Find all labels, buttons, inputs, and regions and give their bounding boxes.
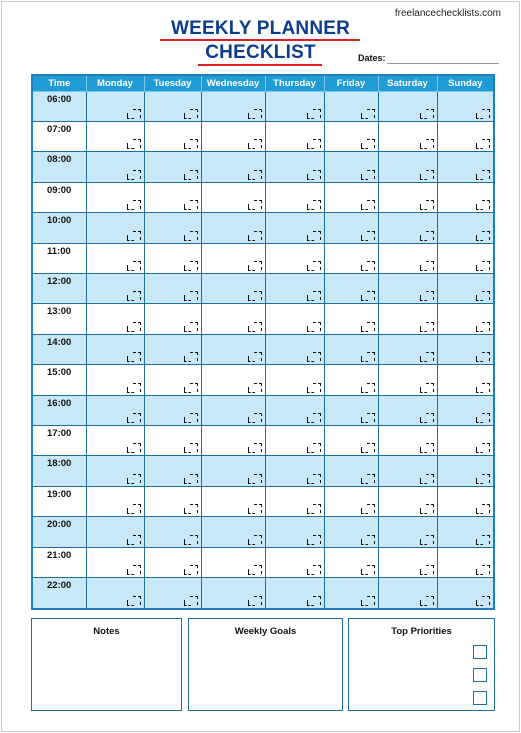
slot-checkbox[interactable]	[426, 200, 434, 209]
slot-cell-friday[interactable]	[324, 243, 378, 273]
slot-checkbox[interactable]	[133, 261, 141, 270]
slot-cell-thursday[interactable]	[265, 486, 324, 516]
table-row	[32, 152, 494, 182]
slot-checkbox[interactable]	[133, 231, 141, 240]
slot-checkbox[interactable]	[482, 139, 490, 148]
table-row	[32, 334, 494, 364]
slot-cell-monday[interactable]	[86, 182, 144, 212]
slot-checkbox[interactable]	[313, 535, 321, 544]
time-label: 20:00	[32, 517, 86, 547]
slot-cell-friday[interactable]	[324, 304, 378, 334]
slot-cell-friday[interactable]	[324, 334, 378, 364]
slot-checkbox[interactable]	[190, 200, 198, 209]
slot-cell-tuesday[interactable]	[144, 517, 201, 547]
table-row	[32, 182, 494, 212]
slot-checkbox[interactable]	[254, 565, 262, 574]
slot-cell-wednesday[interactable]	[201, 456, 265, 486]
slot-checkbox[interactable]	[190, 109, 198, 118]
slot-cell-tuesday[interactable]	[144, 547, 201, 577]
slot-cell-wednesday[interactable]	[201, 182, 265, 212]
slot-cell-sunday[interactable]	[437, 578, 494, 610]
slot-checkbox[interactable]	[133, 109, 141, 118]
schedule-table	[31, 74, 495, 610]
slot-checkbox[interactable]	[254, 170, 262, 179]
time-label: 22:00	[32, 578, 86, 610]
slot-cell-tuesday[interactable]	[144, 273, 201, 303]
slot-checkbox[interactable]	[313, 474, 321, 483]
slot-cell-wednesday[interactable]	[201, 273, 265, 303]
time-header: Time	[32, 75, 86, 91]
time-label: 15:00	[32, 365, 86, 395]
slot-checkbox[interactable]	[426, 535, 434, 544]
slot-checkbox[interactable]	[190, 474, 198, 483]
slot-checkbox[interactable]	[190, 383, 198, 392]
time-label: 06:00	[32, 91, 86, 121]
slot-cell-sunday[interactable]	[437, 152, 494, 182]
slot-checkbox[interactable]	[367, 474, 375, 483]
slot-cell-sunday[interactable]	[437, 547, 494, 577]
priority-checkbox[interactable]	[473, 691, 487, 705]
title-underline-2	[198, 64, 322, 66]
slot-checkbox[interactable]	[367, 383, 375, 392]
slot-checkbox[interactable]	[367, 535, 375, 544]
slot-checkbox[interactable]	[482, 474, 490, 483]
slot-checkbox[interactable]	[313, 443, 321, 452]
slot-checkbox[interactable]	[313, 200, 321, 209]
slot-checkbox[interactable]	[254, 352, 262, 361]
slot-checkbox[interactable]	[190, 504, 198, 513]
slot-checkbox[interactable]	[313, 352, 321, 361]
slot-cell-saturday[interactable]	[378, 213, 437, 243]
slot-cell-monday[interactable]	[86, 486, 144, 516]
slot-checkbox[interactable]	[313, 231, 321, 240]
slot-cell-friday[interactable]	[324, 91, 378, 121]
slot-cell-monday[interactable]	[86, 243, 144, 273]
slot-checkbox[interactable]	[190, 261, 198, 270]
slot-checkbox[interactable]	[426, 474, 434, 483]
slot-cell-tuesday[interactable]	[144, 456, 201, 486]
slot-checkbox[interactable]	[426, 170, 434, 179]
time-label: 19:00	[32, 486, 86, 516]
slot-cell-wednesday[interactable]	[201, 304, 265, 334]
time-label: 21:00	[32, 547, 86, 577]
slot-cell-saturday[interactable]	[378, 304, 437, 334]
slot-checkbox[interactable]	[482, 261, 490, 270]
slot-cell-saturday[interactable]	[378, 334, 437, 364]
slot-checkbox[interactable]	[482, 413, 490, 422]
slot-cell-tuesday[interactable]	[144, 486, 201, 516]
slot-checkbox[interactable]	[190, 535, 198, 544]
slot-checkbox[interactable]	[190, 413, 198, 422]
slot-cell-friday[interactable]	[324, 578, 378, 610]
slot-checkbox[interactable]	[313, 596, 321, 605]
slot-cell-wednesday[interactable]	[201, 365, 265, 395]
slot-cell-sunday[interactable]	[437, 243, 494, 273]
slot-cell-tuesday[interactable]	[144, 182, 201, 212]
slot-checkbox[interactable]	[133, 383, 141, 392]
table-row	[32, 365, 494, 395]
time-label: 18:00	[32, 456, 86, 486]
slot-cell-wednesday[interactable]	[201, 395, 265, 425]
slot-cell-thursday[interactable]	[265, 213, 324, 243]
priority-checkbox[interactable]	[473, 645, 487, 659]
slot-checkbox[interactable]	[426, 109, 434, 118]
slot-checkbox[interactable]	[190, 443, 198, 452]
slot-cell-monday[interactable]	[86, 425, 144, 455]
slot-checkbox[interactable]	[426, 443, 434, 452]
slot-cell-monday[interactable]	[86, 91, 144, 121]
slot-cell-saturday[interactable]	[378, 273, 437, 303]
dates-label: Dates:	[358, 53, 386, 63]
slot-cell-friday[interactable]	[324, 273, 378, 303]
slot-checkbox[interactable]	[426, 596, 434, 605]
slot-cell-friday[interactable]	[324, 213, 378, 243]
slot-checkbox[interactable]	[426, 383, 434, 392]
slot-cell-monday[interactable]	[86, 334, 144, 364]
slot-cell-monday[interactable]	[86, 121, 144, 151]
slot-checkbox[interactable]	[190, 596, 198, 605]
slot-checkbox[interactable]	[254, 261, 262, 270]
slot-checkbox[interactable]	[133, 413, 141, 422]
slot-cell-thursday[interactable]	[265, 273, 324, 303]
slot-cell-friday[interactable]	[324, 456, 378, 486]
table-row	[32, 517, 494, 547]
slot-cell-thursday[interactable]	[265, 243, 324, 273]
slot-checkbox[interactable]	[254, 109, 262, 118]
slot-checkbox[interactable]	[426, 352, 434, 361]
slot-cell-wednesday[interactable]	[201, 334, 265, 364]
slot-cell-wednesday[interactable]	[201, 486, 265, 516]
slot-checkbox[interactable]	[254, 596, 262, 605]
dates-field[interactable]	[387, 63, 499, 64]
slot-checkbox[interactable]	[482, 352, 490, 361]
slot-cell-thursday[interactable]	[265, 578, 324, 610]
time-label: 10:00	[32, 213, 86, 243]
slot-checkbox[interactable]	[254, 383, 262, 392]
slot-cell-saturday[interactable]	[378, 578, 437, 610]
title-line-2: CHECKLIST	[205, 42, 316, 63]
slot-cell-sunday[interactable]	[437, 486, 494, 516]
slot-cell-monday[interactable]	[86, 395, 144, 425]
slot-cell-wednesday[interactable]	[201, 243, 265, 273]
slot-checkbox[interactable]	[313, 413, 321, 422]
day-header-wednesday: Wednesday	[201, 75, 265, 91]
slot-cell-sunday[interactable]	[437, 121, 494, 151]
slot-checkbox[interactable]	[367, 170, 375, 179]
slot-checkbox[interactable]	[367, 504, 375, 513]
slot-cell-tuesday[interactable]	[144, 304, 201, 334]
top-priorities-title: Top Priorities	[391, 626, 452, 637]
slot-cell-thursday[interactable]	[265, 91, 324, 121]
slot-checkbox[interactable]	[313, 565, 321, 574]
slot-cell-sunday[interactable]	[437, 273, 494, 303]
table-row	[32, 425, 494, 455]
slot-checkbox[interactable]	[190, 322, 198, 331]
time-label: 11:00	[32, 243, 86, 273]
slot-cell-thursday[interactable]	[265, 121, 324, 151]
slot-cell-saturday[interactable]	[378, 456, 437, 486]
slot-checkbox[interactable]	[482, 596, 490, 605]
slot-cell-monday[interactable]	[86, 152, 144, 182]
slot-cell-monday[interactable]	[86, 304, 144, 334]
slot-checkbox[interactable]	[367, 139, 375, 148]
slot-checkbox[interactable]	[133, 535, 141, 544]
slot-checkbox[interactable]	[482, 504, 490, 513]
slot-checkbox[interactable]	[367, 413, 375, 422]
slot-cell-wednesday[interactable]	[201, 121, 265, 151]
slot-cell-saturday[interactable]	[378, 121, 437, 151]
table-row	[32, 304, 494, 334]
slot-checkbox[interactable]	[426, 261, 434, 270]
slot-checkbox[interactable]	[254, 139, 262, 148]
slot-cell-wednesday[interactable]	[201, 91, 265, 121]
slot-cell-thursday[interactable]	[265, 547, 324, 577]
slot-checkbox[interactable]	[254, 474, 262, 483]
slot-cell-wednesday[interactable]	[201, 517, 265, 547]
table-row	[32, 395, 494, 425]
slot-cell-sunday[interactable]	[437, 456, 494, 486]
table-row	[32, 486, 494, 516]
time-label: 14:00	[32, 334, 86, 364]
slot-checkbox[interactable]	[133, 596, 141, 605]
slot-checkbox[interactable]	[133, 352, 141, 361]
time-label: 09:00	[32, 182, 86, 212]
table-row	[32, 213, 494, 243]
slot-cell-saturday[interactable]	[378, 425, 437, 455]
slot-checkbox[interactable]	[367, 261, 375, 270]
slot-checkbox[interactable]	[254, 322, 262, 331]
slot-checkbox[interactable]	[482, 170, 490, 179]
slot-cell-tuesday[interactable]	[144, 365, 201, 395]
slot-cell-monday[interactable]	[86, 517, 144, 547]
day-header-tuesday: Tuesday	[144, 75, 201, 91]
slot-cell-thursday[interactable]	[265, 304, 324, 334]
slot-cell-tuesday[interactable]	[144, 578, 201, 610]
slot-cell-friday[interactable]	[324, 121, 378, 151]
slot-cell-friday[interactable]	[324, 425, 378, 455]
slot-checkbox[interactable]	[367, 231, 375, 240]
slot-cell-saturday[interactable]	[378, 486, 437, 516]
slot-checkbox[interactable]	[482, 109, 490, 118]
slot-checkbox[interactable]	[254, 413, 262, 422]
slot-checkbox[interactable]	[367, 565, 375, 574]
slot-cell-friday[interactable]	[324, 182, 378, 212]
slot-checkbox[interactable]	[313, 504, 321, 513]
slot-cell-tuesday[interactable]	[144, 425, 201, 455]
time-label: 17:00	[32, 425, 86, 455]
slot-cell-friday[interactable]	[324, 152, 378, 182]
slot-checkbox[interactable]	[254, 504, 262, 513]
day-header-friday: Friday	[324, 75, 378, 91]
slot-cell-saturday[interactable]	[378, 365, 437, 395]
slot-checkbox[interactable]	[482, 322, 490, 331]
planner-page	[1, 1, 520, 732]
slot-cell-sunday[interactable]	[437, 304, 494, 334]
slot-checkbox[interactable]	[426, 139, 434, 148]
slot-checkbox[interactable]	[482, 291, 490, 300]
slot-cell-monday[interactable]	[86, 273, 144, 303]
slot-cell-friday[interactable]	[324, 517, 378, 547]
day-header-saturday: Saturday	[378, 75, 437, 91]
slot-cell-sunday[interactable]	[437, 182, 494, 212]
slot-cell-saturday[interactable]	[378, 182, 437, 212]
slot-cell-tuesday[interactable]	[144, 152, 201, 182]
slot-cell-tuesday[interactable]	[144, 243, 201, 273]
slot-cell-saturday[interactable]	[378, 517, 437, 547]
slot-checkbox[interactable]	[426, 504, 434, 513]
slot-checkbox[interactable]	[254, 443, 262, 452]
slot-checkbox[interactable]	[133, 474, 141, 483]
top-priorities-box	[348, 618, 495, 711]
slot-checkbox[interactable]	[482, 231, 490, 240]
slot-cell-monday[interactable]	[86, 578, 144, 610]
slot-cell-sunday[interactable]	[437, 213, 494, 243]
slot-cell-friday[interactable]	[324, 486, 378, 516]
slot-checkbox[interactable]	[313, 139, 321, 148]
slot-checkbox[interactable]	[190, 565, 198, 574]
slot-cell-sunday[interactable]	[437, 91, 494, 121]
slot-checkbox[interactable]	[426, 413, 434, 422]
slot-checkbox[interactable]	[190, 352, 198, 361]
slot-checkbox[interactable]	[482, 565, 490, 574]
table-row	[32, 243, 494, 273]
slot-checkbox[interactable]	[426, 565, 434, 574]
slot-cell-tuesday[interactable]	[144, 91, 201, 121]
day-header-monday: Monday	[86, 75, 144, 91]
slot-cell-wednesday[interactable]	[201, 213, 265, 243]
slot-cell-monday[interactable]	[86, 213, 144, 243]
slot-checkbox[interactable]	[133, 322, 141, 331]
weekly-goals-box[interactable]	[188, 618, 343, 711]
notes-box[interactable]	[31, 618, 182, 711]
slot-checkbox[interactable]	[367, 109, 375, 118]
slot-checkbox[interactable]	[367, 200, 375, 209]
slot-checkbox[interactable]	[133, 291, 141, 300]
slot-cell-sunday[interactable]	[437, 334, 494, 364]
slot-checkbox[interactable]	[133, 565, 141, 574]
slot-checkbox[interactable]	[133, 200, 141, 209]
slot-checkbox[interactable]	[313, 261, 321, 270]
slot-checkbox[interactable]	[190, 231, 198, 240]
slot-checkbox[interactable]	[367, 322, 375, 331]
time-label: 16:00	[32, 395, 86, 425]
time-label: 08:00	[32, 152, 86, 182]
slot-checkbox[interactable]	[313, 109, 321, 118]
time-label: 07:00	[32, 121, 86, 151]
slot-cell-sunday[interactable]	[437, 395, 494, 425]
title-underline-1	[160, 39, 360, 41]
slot-checkbox[interactable]	[313, 291, 321, 300]
slot-cell-saturday[interactable]	[378, 243, 437, 273]
slot-checkbox[interactable]	[133, 504, 141, 513]
slot-checkbox[interactable]	[133, 139, 141, 148]
table-header-row	[32, 75, 494, 91]
priority-checkbox[interactable]	[473, 668, 487, 682]
slot-cell-saturday[interactable]	[378, 152, 437, 182]
notes-title: Notes	[93, 626, 120, 637]
slot-checkbox[interactable]	[482, 535, 490, 544]
slot-checkbox[interactable]	[133, 170, 141, 179]
slot-checkbox[interactable]	[313, 383, 321, 392]
slot-checkbox[interactable]	[426, 231, 434, 240]
slot-cell-thursday[interactable]	[265, 152, 324, 182]
slot-checkbox[interactable]	[190, 139, 198, 148]
day-header-thursday: Thursday	[265, 75, 324, 91]
table-row	[32, 273, 494, 303]
slot-checkbox[interactable]	[426, 291, 434, 300]
slot-cell-wednesday[interactable]	[201, 152, 265, 182]
slot-cell-sunday[interactable]	[437, 365, 494, 395]
slot-checkbox[interactable]	[190, 291, 198, 300]
slot-cell-thursday[interactable]	[265, 182, 324, 212]
slot-cell-monday[interactable]	[86, 365, 144, 395]
table-row	[32, 456, 494, 486]
slot-checkbox[interactable]	[254, 291, 262, 300]
slot-checkbox[interactable]	[313, 322, 321, 331]
slot-checkbox[interactable]	[482, 200, 490, 209]
slot-cell-saturday[interactable]	[378, 91, 437, 121]
site-url: freelancechecklists.com	[394, 8, 501, 19]
slot-cell-tuesday[interactable]	[144, 213, 201, 243]
slot-checkbox[interactable]	[367, 352, 375, 361]
day-header-sunday: Sunday	[437, 75, 494, 91]
slot-cell-thursday[interactable]	[265, 334, 324, 364]
slot-cell-tuesday[interactable]	[144, 395, 201, 425]
time-label: 13:00	[32, 304, 86, 334]
slot-checkbox[interactable]	[133, 443, 141, 452]
slot-checkbox[interactable]	[367, 291, 375, 300]
title-line-1: WEEKLY PLANNER	[170, 18, 351, 39]
slot-cell-friday[interactable]	[324, 547, 378, 577]
slot-checkbox[interactable]	[482, 443, 490, 452]
slot-checkbox[interactable]	[254, 200, 262, 209]
slot-cell-wednesday[interactable]	[201, 547, 265, 577]
slot-cell-thursday[interactable]	[265, 425, 324, 455]
slot-cell-monday[interactable]	[86, 456, 144, 486]
slot-cell-thursday[interactable]	[265, 456, 324, 486]
table-row	[32, 121, 494, 151]
weekly-goals-title: Weekly Goals	[234, 626, 297, 637]
slot-checkbox[interactable]	[190, 170, 198, 179]
slot-cell-sunday[interactable]	[437, 425, 494, 455]
slot-checkbox[interactable]	[254, 535, 262, 544]
slot-cell-wednesday[interactable]	[201, 425, 265, 455]
slot-cell-monday[interactable]	[86, 547, 144, 577]
table-row	[32, 91, 494, 121]
table-row	[32, 547, 494, 577]
slot-checkbox[interactable]	[482, 383, 490, 392]
slot-cell-saturday[interactable]	[378, 547, 437, 577]
slot-cell-thursday[interactable]	[265, 395, 324, 425]
slot-cell-saturday[interactable]	[378, 395, 437, 425]
time-label: 12:00	[32, 273, 86, 303]
table-row	[32, 578, 494, 610]
slot-cell-friday[interactable]	[324, 395, 378, 425]
slot-cell-thursday[interactable]	[265, 365, 324, 395]
slot-checkbox[interactable]	[254, 231, 262, 240]
slot-cell-wednesday[interactable]	[201, 578, 265, 610]
slot-cell-tuesday[interactable]	[144, 334, 201, 364]
slot-checkbox[interactable]	[367, 443, 375, 452]
slot-cell-tuesday[interactable]	[144, 121, 201, 151]
slot-checkbox[interactable]	[313, 170, 321, 179]
slot-checkbox[interactable]	[426, 322, 434, 331]
slot-cell-sunday[interactable]	[437, 517, 494, 547]
slot-checkbox[interactable]	[367, 596, 375, 605]
slot-cell-thursday[interactable]	[265, 517, 324, 547]
slot-cell-friday[interactable]	[324, 365, 378, 395]
